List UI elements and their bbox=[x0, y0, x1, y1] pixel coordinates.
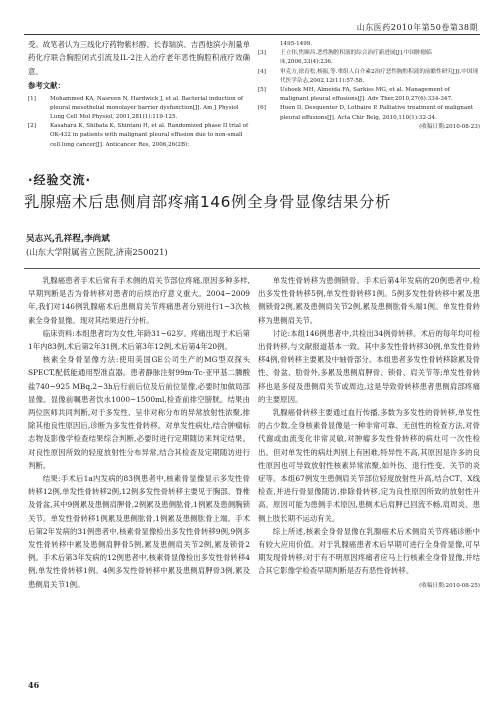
authors: 吴志兴,孔祥程,李尚斌 bbox=[26, 234, 110, 244]
affiliation: (山东大学附属省立医院,济南250021) bbox=[26, 247, 168, 257]
body-right-column bbox=[258, 274, 480, 593]
body-paragraph: 单发性骨转移为患侧锁骨。手术后第4年发病的20例患者中,检出多发性骨转移5例,单发性骨转移1例。5例多发性骨转移中累及患侧锁骨2例,累及患侧肩关节2例,累及患侧肱骨头端1例。单发性骨转移为患侧肩关节。 bbox=[258, 276, 480, 325]
article-title: 乳腺癌术后患侧肩部疼痛146例全身骨显像结果分析 bbox=[24, 193, 391, 211]
body-paragraph: 综上所述,核素全身骨显像在乳腺癌术后术侧肩关节疼痛诊断中有较大应用价值。对于乳腺癌患者术后早期可进行全身骨显像,可早期发现骨转移;对于有不明原因疼痛者应马上行核素全身骨显像,并结合其它影像学检查早期判断是否有恶性骨转移。 bbox=[258, 526, 480, 576]
continuation-paragraph: 受。故笔者认为三线化疗药物紫杉醇、长春瑞滨、吉西他滨小剂量单药化疗联合胸腔闭式引流及IL-2注入治疗老年恶性胸腔积液疗效确意。 bbox=[28, 40, 250, 76]
body-paragraph: 乳腺癌骨转移主要通过血行传播,多数为多发性的骨转移,单发性的占少数,全身核素骨显像是一种非常可靠、无创性的检查方法,对骨代谢或血流变化非常灵敏,对肿瘤多发性骨转移的病灶可一次性检出。但对单发性的病灶判别上有困难,特异性不高,其原因是许多的良性原因也可导致放射性核素异常浓聚,如外伤、退行性变、关节的炎症等。本组67例发生患侧肩关节部位轻度放射性升高,结合CT、X线检查,并进行骨显像随访,排除骨转移,定为良性原因所致的放射性升高。原因可能为患侧手术原因,患侧术后肩胛已回流不畅,肩周炎、患侧上肢长期不运动有关。 bbox=[258, 408, 480, 523]
body-paragraph: 核素全身骨显像方法:使用美国GE公司生产的MG型双探头SPECT,配低能通用型准直器。患者静脉注射99m-Tc-亚甲基二膦酸盐740~925 MBq,2~3h后行前后位及后前位显像,必要时加做局部显像。显像前嘱患者饮水1000~1500ml,检查前排空膀胱。结果由两位医师共同判断,对于多发性、呈非对称分布的异常放射性浓聚,排除其他良性原因后,诊断为多发性骨转移。对单发性病灶,结合肿瘤标志物及影像学检查结果综合判断,必要时进行定期随访来判定结果。对良性原因所致的轻度放射性分布异常,结合其检查及定期随访进行判断。 bbox=[28, 355, 250, 470]
received-date-top: (收稿日期:2010-08-23) bbox=[419, 123, 480, 130]
body-paragraph: 临床资料:本组患者均为女性,年龄31~62岁。疼痛出现于术后第1年内83例,术后第2年31例,术后第3年12例,术后第4年20例。 bbox=[28, 328, 251, 352]
body-paragraph: 讨论:本组146例患者中,共检出34例骨转移。术后的每年均可检出骨转移,与文献报道基本一致。其中多发性骨转移30例,单发性骨转移4例,骨转移主要累及中轴骨部分。本组患者多发性骨转移除累及骨性、骨盆、肋骨外,多累及患侧肩胛骨、锁骨、肩关节等;单发性骨转移也是多侵及患侧肩关节或周边,这是导致骨转移患者患侧肩部疼痛的主要原因。 bbox=[258, 328, 480, 404]
reference-item: [2] Kasahara K, Shibata K, Shintani H, et al. Randomized phase II trial of OK-432 in patients with malignant pleural effusion due to non-small cell lung cancer[J]. Anticancer Res, 2006,26(2B): bbox=[28, 123, 249, 148]
references-heading: 参考文献： bbox=[28, 81, 65, 91]
header-rule bbox=[24, 34, 480, 35]
reference-item: 1495-1499. bbox=[280, 41, 313, 47]
reference-item: [4] 审克方,徐育松,杨振,等.重组人白介素2治疗恶性胸腔积液的前瞻性研究[J].中国现代医学杂志,2002,12(11):57-58. bbox=[258, 68, 479, 84]
reference-item: [3] 王立伟,焦顺昌.恶性胸腔积液的综合治疗新进展[J].中国肿瘤临床,2006,33(4):236. bbox=[258, 50, 432, 66]
body-paragraph: 结果:手术后1a内发病的83例患者中,核素骨显像显示多发性骨转移12例,单发性骨转移2例,12例多发性骨转移主要见于胸部、脊椎及骨盆,其中9例累及患侧肩胛骨,2例累及患侧肱骨,1例累及患侧胸锁关节。单发性骨转移1例累及患侧肱骨,1例累及患侧肱骨上端。手术后第2年发病的31例患者中,核素骨显像检出多发性骨转移9例,9例多发性骨转移中累及患侧肩胛骨5例,累及患侧肩关节2例,累及锁骨2例。手术后第3年发病的12例患者中,核素骨显像检出多发性骨转移4例,单发性骨转移1例。4例多发性骨转移中累及患侧肩胛骨3例,累及患侧肩关节1例。 bbox=[28, 474, 250, 589]
reference-item: [5] Ushoek MH, Almeida FA, Sarkiss MG, et al. Management of malignant pleural effusions[J]. Adv Ther,2010,27(6):334-347. bbox=[258, 87, 453, 103]
section-label: ·经验交流· bbox=[28, 173, 92, 187]
body-left-column bbox=[28, 274, 250, 591]
received-date-bottom: (收稿日期:2010-08-25) bbox=[419, 582, 480, 589]
page-number: 46 bbox=[28, 680, 40, 690]
references-list-left bbox=[28, 95, 250, 150]
reference-item: [6] Hoen D, Desquenter D, Lothaire P. Palliative treatment of malignant pleural effusions[J]. Acta Chir Belg, 2010,110(1):32-34. bbox=[258, 105, 474, 121]
references-list-right bbox=[258, 40, 480, 132]
running-header: 山东医药2010年第50卷第38期 bbox=[356, 23, 478, 32]
title-rule bbox=[24, 268, 480, 269]
top-left-column bbox=[28, 38, 250, 150]
body-paragraph: 乳腺癌患者手术后常有手术侧的肩关节部位疼痛,原因多种多样,早期判断是否为骨转移对患者的后续治疗意义重大。2004~2009年,我们对146例乳腺癌术后患侧肩关节疼痛患者分别进行1~3次核素全身骨显像。现对其结果进行分析。 bbox=[28, 276, 250, 325]
reference-item: [1] Mohammed KA, Nasreen N, Hardwick J, et al. Bacterial induction of pleural mesothelial monolayer barrier dysfunction[J]. Am J Physiol Lung Cell Mol Physiol, 2001,281(1):119-125. bbox=[28, 95, 243, 121]
